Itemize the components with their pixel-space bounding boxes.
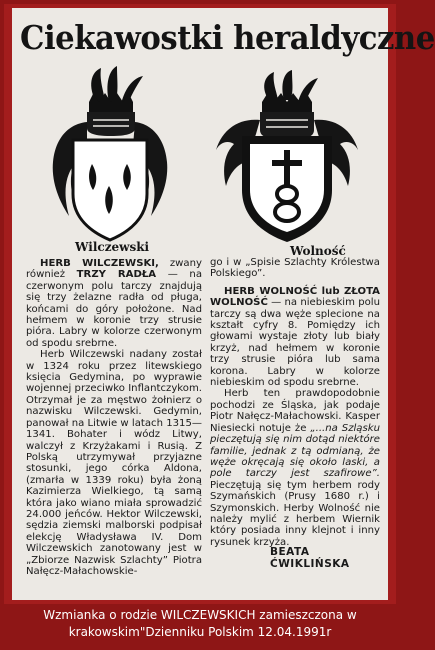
wilczewski-text-a: zwany również [26, 258, 202, 281]
wolnosc-history-b: Pieczętują się tym herbem rody Szymańskich (Prusy 1680 r.) i Szymonskich. Herby Wolność nie należy mylić z herbem Wiernik który posiada inny klejnot i inny rysunek krzyża. [210, 479, 380, 548]
continuation-paragraph: go i w „Spisie Szlachty Królestwa Polskiego”. [210, 257, 380, 280]
wilczewski-description-paragraph [26, 258, 202, 349]
newspaper-clipping [12, 8, 435, 600]
image-caption: Wzmianka o rodzie WILCZEWSKICH zamieszczona w krakowskim"Dzienniku Polskim 12.04.1991r [43, 608, 357, 639]
wolnosc-text: — na niebieskim polu tarczy są dwa węże splecione na kształt cyfry 8. Pomiędzy ich głowami wystaje złoty lub biały krzyż, nad hełmem w koronie trzy strusie pióra lub sama korona. Labry w kolorze niebieskim od spodu srebrne. [210, 297, 380, 389]
wilczewski-history-paragraph: Herb Wilczewski nadany został w 1324 roku przez litewskiego księcia Gedymina, po wyprawie wojennej przeciwko Inflantczykom. Otrzymał je za męstwo żołnierz o nazwisku Wilczewski. Gedymin, panował na Litwie w latach 1315—1341. Bohater i wódz Litwy, walczył z Krzyżakami i Rusią. Z Polską utrzymywał przyjazne stosunki, jego córka Aldona, (zmarła w 1339 roku) była żoną Kazimierza Wielkiego, tą samą która jako wiano miała sprowadzić 24.000 jeńców. Hektor Wilczewski, sędzia ziemski malborski podpisał elekcję Władysława IV. Dom Wilczewskich zanotowany jest w „Zbiorze Nazwisk Szlachty” Piotra Nałęcz-Małachowskie- [26, 349, 202, 577]
wolnosc-description-paragraph [210, 286, 380, 389]
wilczewski-text-b: — na czerwonym polu tarczy znajdują się trzy żelazne radła od pługa, końcami do góry położone. Nad hełmem w koronie trzy strusie pióra. Labry w kolorze czerwonym od spodu srebrne. [26, 269, 202, 349]
wilczewski-herb-name: HERB WILCZEWSKI, [40, 258, 159, 269]
left-article-column [26, 258, 202, 577]
wolnosc-history-paragraph [210, 388, 380, 548]
wolnosc-herb-name: HERB WOLNOŚĆ lub ZŁOTA WOLNOŚĆ [210, 285, 380, 309]
wolnosc-coat-of-arms-image [212, 70, 360, 246]
wolnosc-caption: Wolność [290, 244, 346, 258]
wilczewski-coat-of-arms-image [47, 66, 172, 246]
right-article-column [210, 257, 380, 548]
wilczewski-caption: Wilczewski [75, 240, 150, 254]
article-headline: Ciekawostki heraldyczne [20, 18, 435, 57]
author-signature: BEATA ĆWIKLIŃSKA [270, 546, 350, 570]
niesiecki-quote: „...na Szląsku pieczętują się nim dotąd niektóre familie, jednak z tą odmianą, że węże okręcają się około laski, a pole tarczy jest szafirowe”. [210, 422, 380, 480]
wolnosc-history-a: Herb ten prawdopodobnie pochodzi ze Śląska, jak podaje Piotr Nałęcz-Małachowski. Kasper Niesiecki notuje że [210, 388, 380, 434]
trzy-radla-name: TRZY RADŁA [76, 269, 157, 281]
